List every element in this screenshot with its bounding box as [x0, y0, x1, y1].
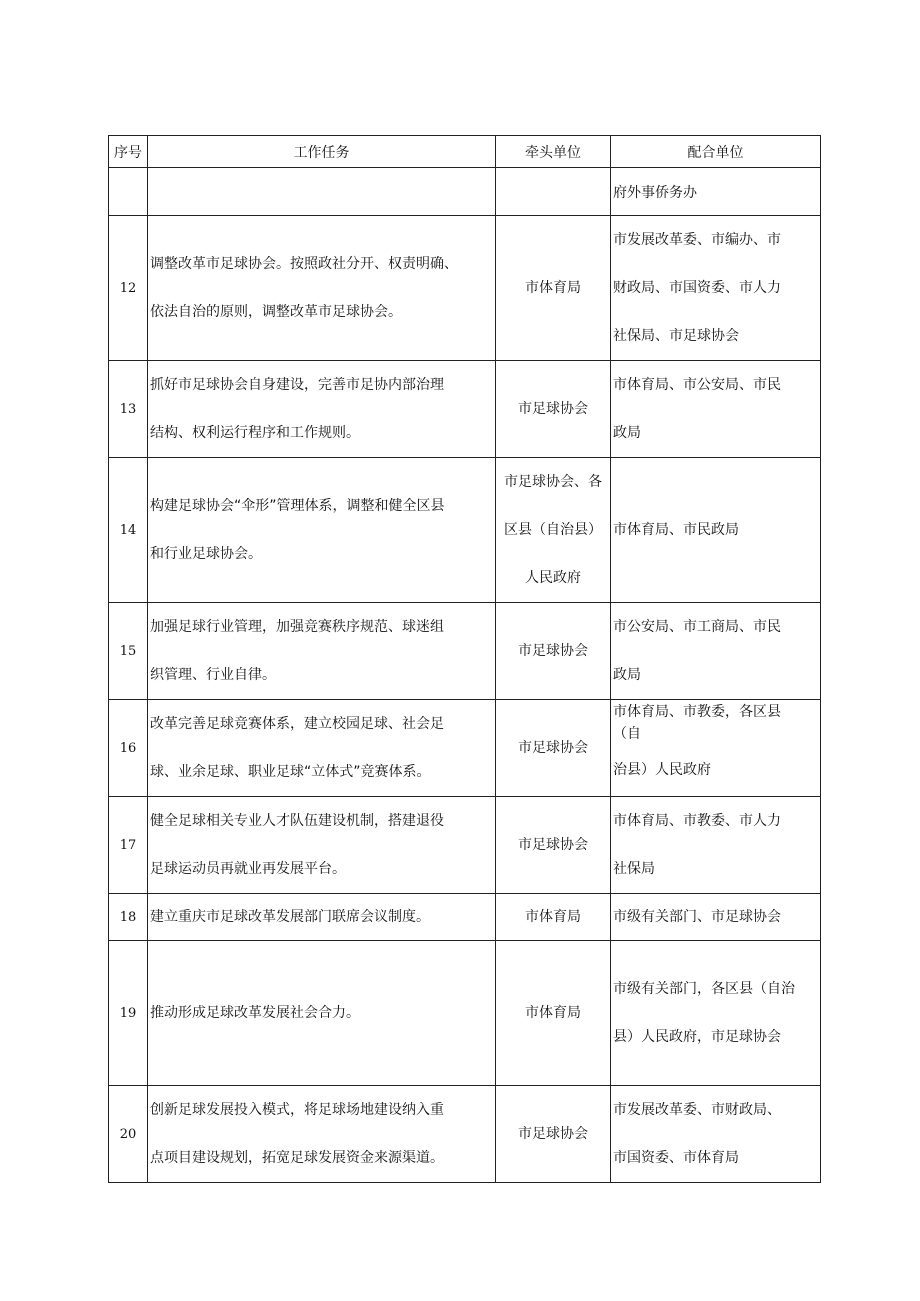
cell-line: 结构、权利运行程序和工作规则。	[150, 425, 360, 441]
cell-line: 社保局	[613, 861, 655, 877]
table-row	[109, 894, 821, 941]
cell-line: 市足球协会	[518, 1126, 588, 1142]
cell-line: 市足球协会	[518, 643, 588, 659]
cell-line: 依法自治的原则，调整改革市足球协会。	[150, 304, 402, 320]
cell-line: 建立重庆市足球改革发展部门联席会议制度。	[150, 909, 430, 925]
task-cell	[148, 216, 496, 361]
task-cell	[148, 361, 496, 458]
lead-unit-cell	[496, 603, 611, 700]
cell-line: 市体育局、市教委、市人力	[613, 813, 781, 829]
task-cell	[148, 941, 496, 1086]
table-row	[109, 361, 821, 458]
cell-line: 球、业余足球、职业足球“立体式”竞赛体系。	[150, 764, 431, 780]
cooperating-unit-cell	[611, 797, 821, 894]
task-cell	[148, 458, 496, 603]
cell-line: 织管理、行业自律。	[150, 667, 276, 683]
cooperating-unit-cell	[611, 361, 821, 458]
cell-line: 调整改革市足球协会。按照政社分开、权责明确、	[150, 256, 458, 272]
lead-unit-cell	[496, 700, 611, 797]
table-row	[109, 700, 821, 797]
task-cell	[148, 700, 496, 797]
task-cell	[148, 894, 496, 941]
row-number-cell: 17	[109, 797, 148, 894]
cell-line: 改革完善足球竞赛体系，建立校园足球、社会足	[150, 716, 444, 732]
table-row	[109, 216, 821, 361]
cell-line: 市足球协会	[518, 401, 588, 417]
cell-line: 人民政府	[525, 570, 581, 586]
cell-line: 加强足球行业管理，加强竞赛秩序规范、球迷组	[150, 619, 444, 635]
header-coop: 配合单位	[611, 136, 821, 168]
cell-line: 创新足球发展投入模式，将足球场地建设纳入重	[150, 1102, 444, 1118]
cell-line: 市体育局、市教委，各区县	[613, 704, 781, 720]
header-num: 序号	[109, 136, 148, 168]
cooperating-unit-cell	[611, 216, 821, 361]
cell-line: 市体育局、市公安局、市民	[613, 377, 781, 393]
cell-line: 和行业足球协会。	[150, 546, 262, 562]
cell-line: 市级有关部门、市足球协会	[613, 909, 781, 925]
cell-line: 市国资委、市体育局	[613, 1150, 739, 1166]
table-header-row	[109, 136, 821, 168]
row-number-cell: 14	[109, 458, 148, 603]
continuation-row	[109, 168, 821, 216]
cell-line: 政局	[613, 667, 641, 683]
task-cell	[148, 1086, 496, 1183]
table-row	[109, 797, 821, 894]
continuation-lead-cell	[496, 168, 611, 216]
task-cell	[148, 797, 496, 894]
table-row	[109, 458, 821, 603]
cell-line: 县）人民政府，市足球协会	[613, 1029, 781, 1045]
header-lead: 牵头单位	[496, 136, 611, 168]
row-number-cell: 13	[109, 361, 148, 458]
task-cell	[148, 603, 496, 700]
cooperating-unit-cell	[611, 941, 821, 1086]
cell-line: 市发展改革委、市编办、市	[613, 232, 781, 248]
cell-line: 市级有关部门，各区县（自治	[613, 981, 795, 997]
table-row	[109, 1086, 821, 1183]
row-number-cell: 16	[109, 700, 148, 797]
row-number-cell: 15	[109, 603, 148, 700]
cell-line: 足球运动员再就业再发展平台。	[150, 861, 346, 877]
cell-line: 政局	[613, 425, 641, 441]
lead-unit-cell	[496, 458, 611, 603]
cell-line: 推动形成足球改革发展社会合力。	[150, 1005, 360, 1021]
row-number-cell: 19	[109, 941, 148, 1086]
cell-line: 市体育局	[525, 1005, 581, 1021]
table-row	[109, 603, 821, 700]
cell-line: 市公安局、市工商局、市民	[613, 619, 781, 635]
row-number-cell: 12	[109, 216, 148, 361]
cell-line: 市足球协会	[518, 837, 588, 853]
lead-unit-cell	[496, 894, 611, 941]
row-number-cell: 20	[109, 1086, 148, 1183]
header-task: 工作任务	[148, 136, 496, 168]
lead-unit-cell	[496, 941, 611, 1086]
cell-line: 市足球协会	[518, 740, 588, 756]
continuation-coop-cell: 府外事侨务办	[611, 168, 821, 216]
task-table	[108, 135, 821, 1183]
cell-line: 构建足球协会“伞形”管理体系，调整和健全区县	[150, 498, 445, 514]
cooperating-unit-cell	[611, 458, 821, 603]
cell-line: 抓好市足球协会自身建设，完善市足协内部治理	[150, 377, 444, 393]
cell-line: 市体育局、市民政局	[613, 522, 739, 538]
cell-line: 财政局、市国资委、市人力	[613, 280, 781, 296]
cooperating-unit-cell	[611, 603, 821, 700]
cell-line: 区县（自治县）	[504, 522, 602, 538]
cooperating-unit-cell	[611, 894, 821, 941]
lead-unit-cell	[496, 216, 611, 361]
lead-unit-cell	[496, 1086, 611, 1183]
continuation-num-cell	[109, 168, 148, 216]
lead-unit-cell	[496, 361, 611, 458]
cooperating-unit-cell	[611, 700, 821, 797]
cell-line: （自	[613, 726, 641, 742]
cell-line: 治县）人民政府	[613, 762, 711, 778]
continuation-task-cell	[148, 168, 496, 216]
cell-line: 市足球协会、各	[504, 474, 602, 490]
cell-line: 健全足球相关专业人才队伍建设机制，搭建退役	[150, 813, 444, 829]
cooperating-unit-cell	[611, 1086, 821, 1183]
cell-line: 市发展改革委、市财政局、	[613, 1102, 781, 1118]
cell-line: 市体育局	[525, 280, 581, 296]
cell-line: 点项目建设规划，拓宽足球发展资金来源渠道。	[150, 1150, 444, 1166]
lead-unit-cell	[496, 797, 611, 894]
row-number-cell: 18	[109, 894, 148, 941]
cell-line: 市体育局	[525, 909, 581, 925]
cell-line: 社保局、市足球协会	[613, 328, 739, 344]
table-row	[109, 941, 821, 1086]
